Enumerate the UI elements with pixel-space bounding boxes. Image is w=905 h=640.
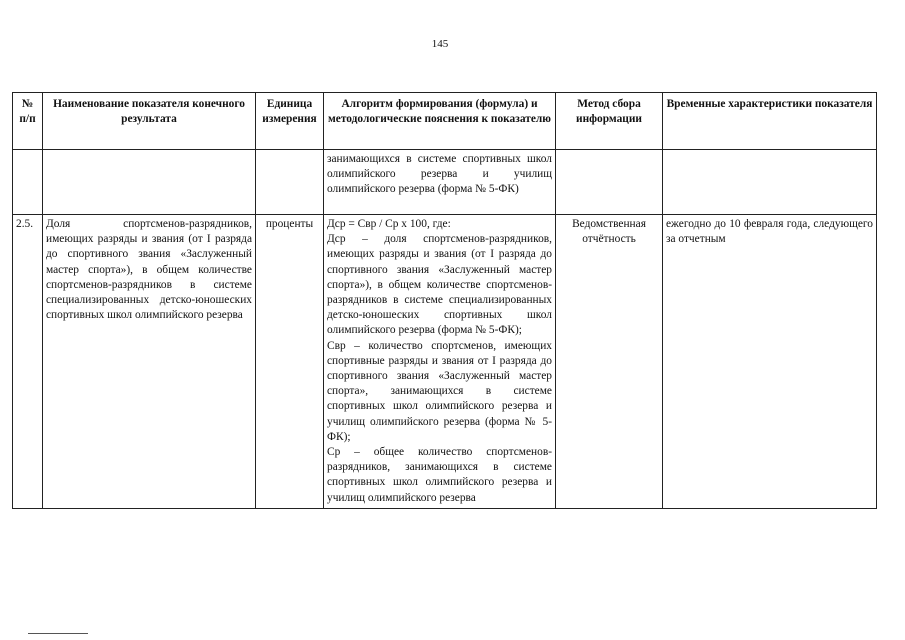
row-number: 2.5. [13,215,43,509]
header-unit: Единица измерения [256,93,324,150]
indicators-table [12,92,877,509]
header-number: № п/п [13,93,43,150]
header-timing: Временные характеристики показателя [663,93,877,150]
definition-dsr: Дср – доля спортсменов-разрядников, имеющих разряды и звания (от I разряда до спортивного звания «Заслуженный мастер спорта»), в общем количестве спортсменов-разрядников в системе специализированных детско-юношеских спортивных школ олимпийского резерва (форма № 5-ФК); [327,233,552,337]
unit: проценты [256,215,324,509]
table-header-row [13,93,877,150]
cell-empty [556,150,663,215]
formula: Дср = Свр / Ср х 100, где: [327,218,451,230]
cell-empty [13,150,43,215]
page-number: 145 [431,38,449,50]
header-method: Метод сбора информации [556,93,663,150]
cell-empty [256,150,324,215]
definition-svr: Свр – количество спортсменов, имеющих спортивные разряды и звания от I разряда до спортивного звания «Заслуженный мастер спорта», занимающихся в системе спортивных школ олимпийского резерва и училищ олимпийского резерва (форма № 5-ФК); [327,339,552,443]
header-indicator-name: Наименование показателя конечного результата [43,93,256,150]
collection-method: Ведомственная отчётность [556,215,663,509]
indicator-name: Доля спортсменов-разрядников, имеющих разряды и звания (от I разряда до спортивного звания «Заслуженный мастер спорта»), в общем количестве спортсменов-разрядников в системе специализированных детско-юношеских спортивных школ олимпийского резерва [43,215,256,509]
continuation-row [13,150,877,215]
header-algorithm: Алгоритм формирования (формула) и методологические пояснения к показателю [324,93,556,150]
algorithm-cell [324,215,556,509]
footer-line [28,633,88,634]
definition-sr: Ср – общее количество спортсменов-разрядников, занимающихся в системе спортивных школ олимпийского резерва и училищ олимпийского резерва [327,446,552,504]
continuation-algorithm: занимающихся в системе спортивных школ олимпийского резерва и училищ олимпийского резерва (форма № 5-ФК) [324,150,556,215]
timing: ежегодно до 10 февраля года, следующего за отчетным [663,215,877,509]
cell-empty [43,150,256,215]
table-row [13,215,877,509]
cell-empty [663,150,877,215]
